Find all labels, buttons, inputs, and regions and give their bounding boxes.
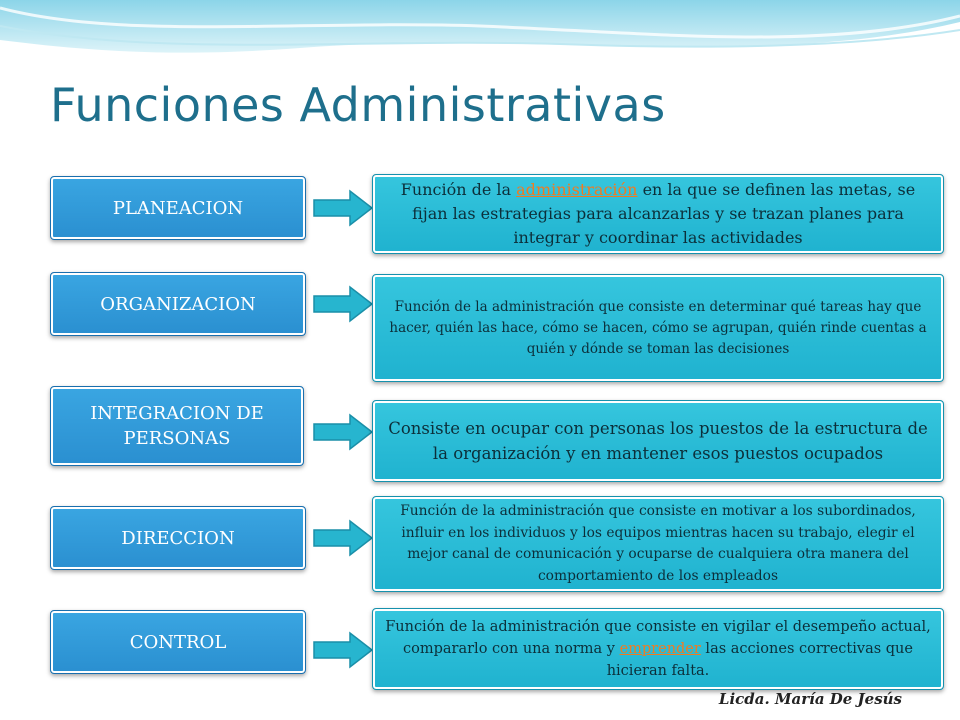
function-label-text: PLANEACION	[112, 197, 244, 219]
description-text: Función de la administración que consiste en determinar qué tareas hay que hacer, quién las hace, cómo se hacen, cómo se agrupan, quién rinde cuentas a quién y dónde se toman las decisiones	[389, 298, 927, 357]
function-label-direccion	[50, 506, 306, 570]
administracion-link[interactable]: administración	[516, 180, 638, 199]
description-text: Función de la	[400, 180, 517, 199]
description-text: en la que se definen las metas, se fijan las estrategias para alcanzarlas y se trazan planes para integrar y coordinar las actividades	[412, 180, 916, 247]
function-description-organizacion	[372, 274, 944, 382]
function-label-integracion	[50, 386, 304, 466]
function-label-text: DIRECCION	[121, 527, 235, 549]
function-label-control	[50, 610, 306, 674]
function-description-control	[372, 608, 944, 690]
function-description-planeacion	[372, 174, 944, 254]
right-arrow-icon	[312, 284, 374, 324]
header-wave-decoration	[0, 0, 960, 90]
right-arrow-icon	[312, 188, 374, 228]
description-text: las acciones correctivas que hicieran falta.	[606, 641, 913, 679]
slide-title: Funciones Administrativas	[50, 78, 666, 132]
function-label-text: ORGANIZACION	[100, 293, 256, 315]
right-arrow-icon	[312, 518, 374, 558]
emprender-link[interactable]: emprender	[619, 641, 701, 657]
description-text: Función de la administración que consiste en vigilar el desempeño actual, compararlo con una norma y	[385, 619, 931, 657]
description-text: Consiste en ocupar con personas los puestos de la estructura de la organización y en mantener esos puestos ocupados	[388, 419, 928, 463]
description-text: Función de la administración que consiste en motivar a los subordinados, influir en los individuos y los equipos mientras hacen su trabajo, elegir el mejor canal de comunicación y ocuparse de cualquiera otra manera del comportamiento de los empleados	[400, 503, 916, 584]
function-label-text: CONTROL	[129, 631, 227, 653]
function-description-direccion	[372, 496, 944, 592]
right-arrow-icon	[312, 412, 374, 452]
author-footer: Licda. María De Jesús	[718, 690, 902, 708]
right-arrow-icon	[312, 630, 374, 670]
function-label-planeacion	[50, 176, 306, 240]
function-label-text: INTEGRACION DE PERSONAS	[90, 403, 264, 449]
function-description-integracion	[372, 400, 944, 482]
function-label-organizacion	[50, 272, 306, 336]
